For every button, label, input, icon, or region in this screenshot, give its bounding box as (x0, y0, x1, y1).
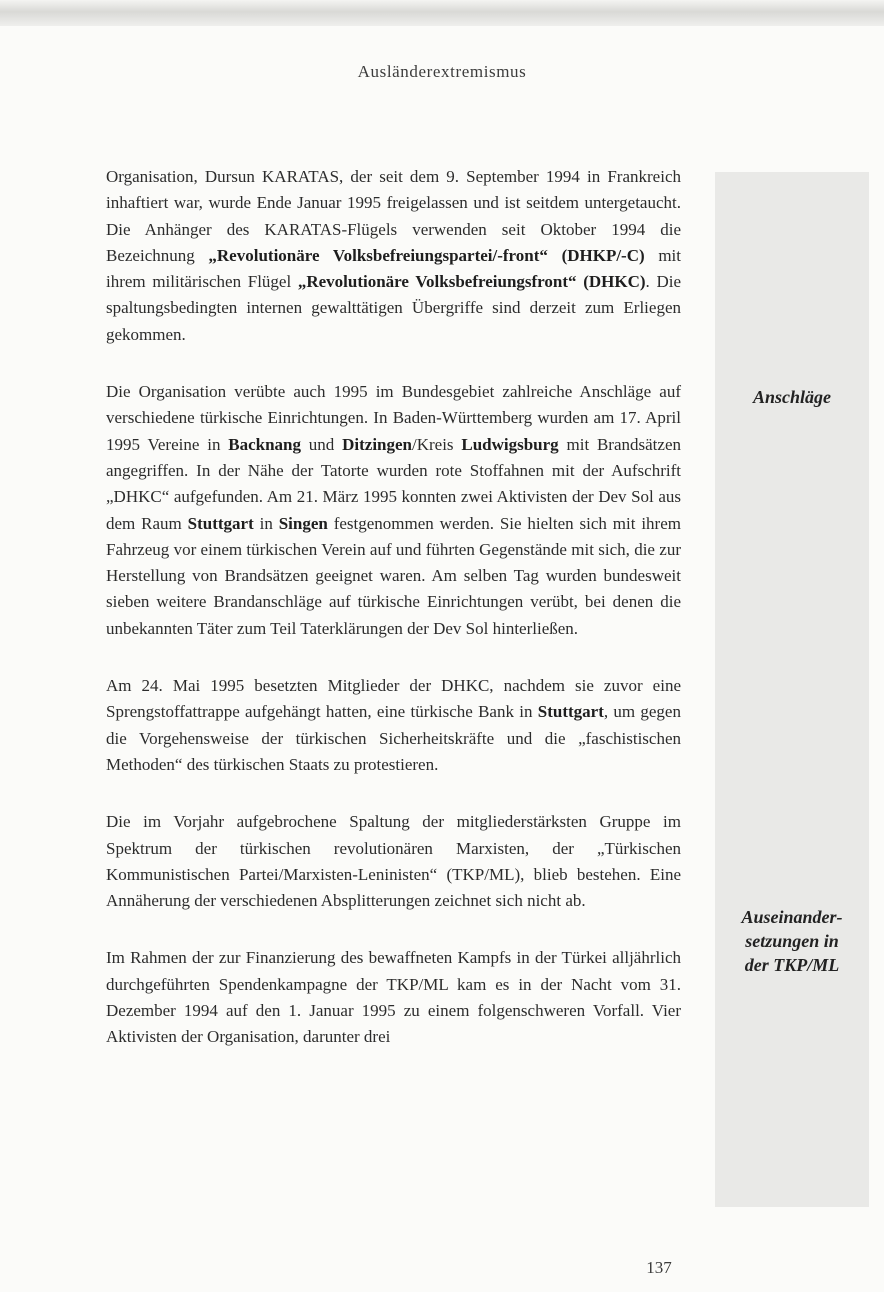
side-note-tkpml (722, 905, 862, 977)
text-run: , um gegen die Vorgehensweise der türkischen Sicherheitskräfte und die „faschistischen Methoden“ des türkischen Staats zu protestieren. (106, 702, 681, 774)
text-run: in (253, 513, 279, 533)
emphasis-text: Ditzingen (342, 434, 412, 454)
text-run: und (301, 434, 343, 454)
page-number: 137 (646, 1258, 672, 1277)
emphasis-text: Stuttgart (537, 702, 604, 722)
paragraph (106, 379, 681, 642)
text-run: Die im Vorjahr aufgebrochene Spaltung der mitgliederstärksten Gruppe im Spektrum der türkischen revolutionären Marxisten, der „Türkischen Kommunistischen Partei/Marxisten-Leninisten“ (TKP/ML), blieb bestehen. Eine Annäherung der verschiedenen Absplitterungen zeichnet sich nicht ab. (106, 812, 681, 911)
emphasis-text: Stuttgart (187, 513, 254, 533)
margin-column (715, 172, 869, 1207)
text-run: mit Brandsätzen angegriffen. In der Nähe der Tatorte wurden rote Stoffahnen mit der Aufschrift „DHKC“ aufgefunden. Am 21. März 1995 konnten zwei Aktivisten der Dev Sol aus dem Raum (106, 434, 681, 533)
text-run: /Kreis (412, 434, 462, 454)
emphasis-text: Ludwigsburg (461, 434, 559, 454)
emphasis-text: „Revolutionäre Volksbefreiungsfront“ (DHKC) (297, 272, 646, 292)
body-text (106, 164, 681, 1051)
side-note-line: setzungen in (745, 931, 839, 951)
emphasis-text: „Revolutionäre Volksbefreiungspartei/-front“ (DHKP/-C) (208, 245, 645, 265)
text-run: mit ihrem militärischen Flügel (106, 245, 681, 292)
side-note-line: Anschläge (752, 387, 831, 407)
text-run: Organisation, Dursun KARATAS, der seit dem 9. September 1994 in Frankreich inhaftiert war, wurde Ende Januar 1995 freigelassen und ist seitdem untergetaucht. Die Anhänger des KARATAS-Flügels verwenden seit Oktober 1994 die Bezeichnung (106, 167, 681, 265)
side-note-line: der TKP/ML (744, 955, 840, 975)
side-note-line: Auseinander- (741, 907, 843, 927)
scan-edge-band (0, 0, 884, 26)
side-note-anschlaege (722, 385, 862, 409)
emphasis-text: Singen (278, 513, 328, 533)
paragraph (106, 945, 681, 1050)
text-run: Die Organisation verübte auch 1995 im Bundesgebiet zahlreiche Anschläge auf verschiedene türkische Einrichtungen. In Baden-Württemberg wurden am 17. April 1995 Vereine in (106, 382, 681, 454)
paragraph (106, 673, 681, 778)
paragraph (106, 809, 681, 914)
running-header: Ausländerextremismus (357, 62, 527, 81)
text-run: festgenommen werden. Sie hielten sich mit ihrem Fahrzeug vor einem türkischen Verein auf und führten Gegenstände mit sich, die zur Herstellung von Brandsätzen geeignet waren. Am selben Tag wurden bundesweit sieben weitere Brandanschläge auf türkische Einrichtungen verübt, bei denen die unbekannten Täter zum Teil Taterklärungen der Dev Sol hinterließen. (106, 513, 681, 638)
emphasis-text: Backnang (228, 434, 301, 454)
text-run: . Die spaltungsbedingten internen gewalttätigen Übergriffe sind derzeit zum Erliegen gekommen. (106, 272, 681, 344)
paragraph (106, 164, 681, 348)
text-run: Am 24. Mai 1995 besetzten Mitglieder der DHKC, nachdem sie zuvor eine Sprengstoffattrappe aufgehängt hatten, eine türkische Bank in (106, 676, 681, 722)
text-run: Im Rahmen der zur Finanzierung des bewaffneten Kampfs in der Türkei alljährlich durchgeführten Spendenkampagne der TKP/ML kam es in der Nacht vom 31. Dezember 1994 auf den 1. Januar 1995 zu einem folgenschweren Vorfall. Vier Aktivisten der Organisation, darunter drei (106, 948, 681, 1047)
